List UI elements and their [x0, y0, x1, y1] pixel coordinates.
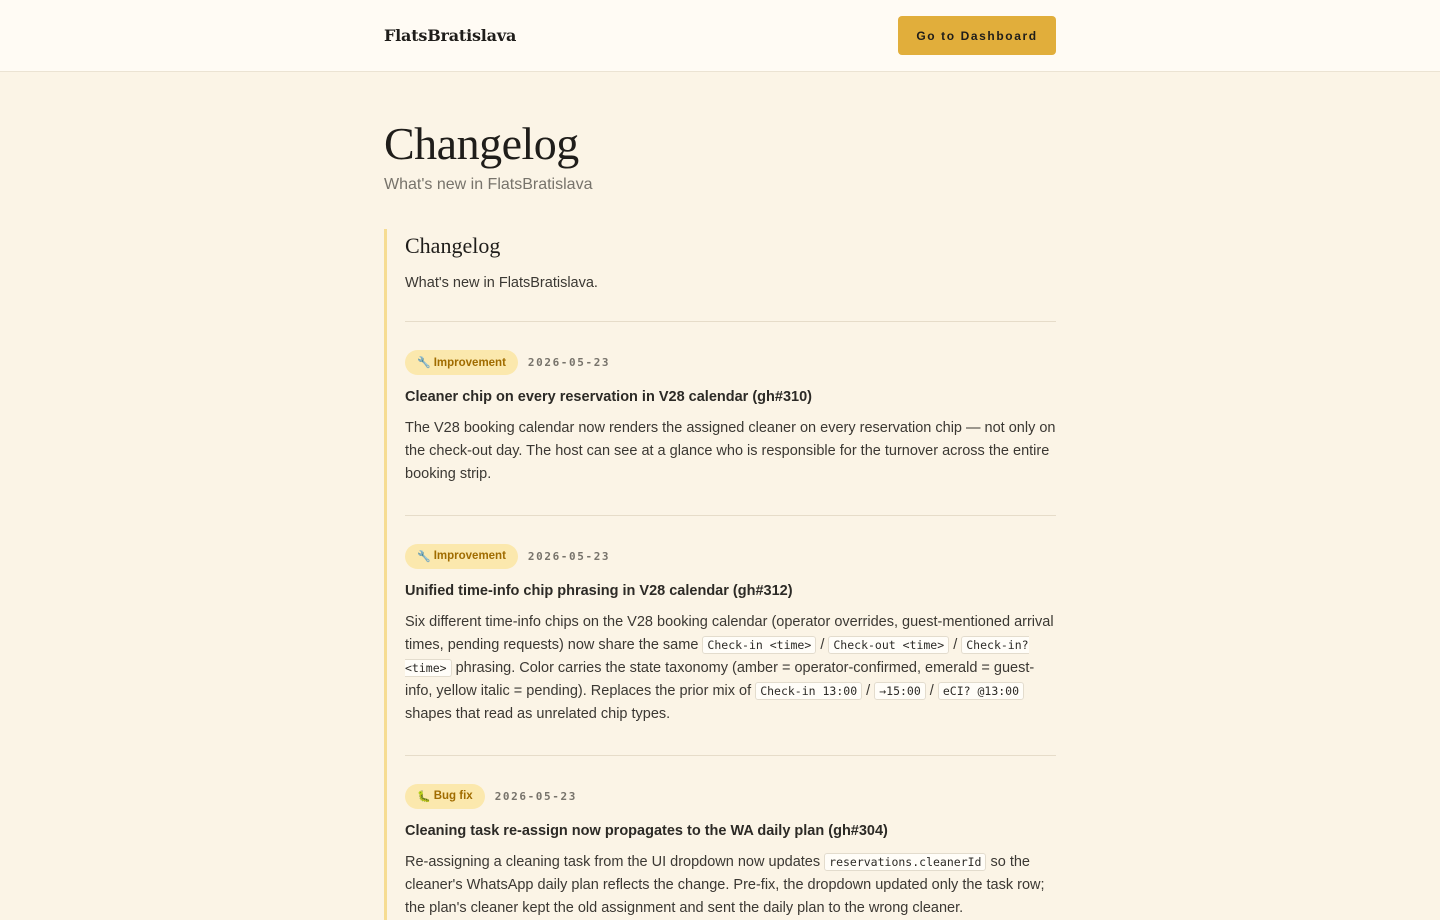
entry-date: 2026-05-23	[494, 789, 577, 803]
separator: /	[929, 683, 934, 700]
go-to-dashboard-button[interactable]: Go to Dashboard	[898, 16, 1056, 55]
entry-body	[405, 611, 1056, 727]
brand-logo[interactable]: FlatsBratislava	[384, 26, 517, 45]
inline-code: Check-in 13:00	[755, 682, 862, 700]
changelog-entry	[405, 322, 1056, 516]
bug-icon: 🐛	[417, 790, 431, 803]
entry-meta	[405, 784, 1056, 809]
body-text: shapes that read as unrelated chip types.	[405, 706, 671, 723]
changelog-list	[384, 229, 1056, 920]
badge-label: Bug fix	[433, 790, 473, 803]
entry-title: Unified time-info chip phrasing in V28 calendar (gh#312)	[405, 582, 793, 599]
badge-improvement	[405, 544, 518, 569]
body-text: so the cleaner's WhatsApp daily plan reflects the change. Pre-fix, the dropdown updated only the task row; the plan's cleaner kept the old assignment and sent the daily plan to the wrong cleaner.	[405, 853, 1045, 917]
separator: /	[953, 636, 958, 653]
inline-code: Check-in? <time>	[405, 637, 1029, 676]
body-text: The V28 booking calendar now renders the assigned cleaner on every reservation chip — not only on the check-out day. The host can see at a glance who is responsible for the turnover across the entire booking strip.	[405, 420, 1056, 483]
entry-body	[405, 851, 1056, 920]
changelog-entry	[405, 516, 1056, 756]
top-bar-inner	[384, 0, 1056, 71]
inline-code: →15:00	[874, 682, 926, 700]
page-title: Changelog	[384, 118, 579, 169]
entry-date: 2026-05-23	[527, 356, 611, 369]
main-content	[384, 72, 1056, 920]
top-bar	[0, 0, 1440, 72]
entry-meta	[405, 350, 1056, 375]
inline-code: Check-in <time>	[702, 636, 816, 654]
wrench-icon: 🔧	[417, 357, 431, 369]
inline-code: Check-out <time>	[828, 636, 949, 654]
entry-date: 2026-05-23	[527, 549, 611, 563]
body-text: phrasing. Color carries the state taxonomy (amber = operator-confirmed, emerald = guest-info, yellow italic = pending). Replaces the prior mix of	[405, 660, 1035, 700]
section-title: Changelog	[405, 233, 501, 258]
inline-code: eCI? @13:00	[938, 682, 1024, 700]
section-description: What's new in FlatsBratislava.	[405, 275, 598, 291]
body-text: Re-assigning a cleaning task from the UI dropdown now updates	[405, 853, 821, 870]
entry-title: Cleaning task re-assign now propagates to the WA daily plan (gh#304)	[405, 822, 888, 839]
badge-improvement	[405, 350, 518, 375]
badge-label: Improvement	[433, 550, 506, 563]
entry-title: Cleaner chip on every reservation in V28 calendar (gh#310)	[405, 389, 812, 405]
entry-meta	[405, 544, 1056, 569]
wrench-icon: 🔧	[417, 550, 431, 563]
body-text: Six different time-info chips on the V28 booking calendar (operator overrides, guest-mentioned arrival times, pending requests) now share the same	[405, 613, 1054, 653]
entry-body	[405, 417, 1056, 487]
changelog-entry	[405, 756, 1056, 920]
page-subtitle: What's new in FlatsBratislava	[384, 176, 593, 193]
separator: /	[866, 683, 871, 700]
badge-label: Improvement	[433, 356, 506, 369]
separator: /	[820, 636, 825, 653]
badge-bug-fix	[405, 784, 485, 809]
inline-code: reservations.cleanerId	[824, 853, 986, 871]
